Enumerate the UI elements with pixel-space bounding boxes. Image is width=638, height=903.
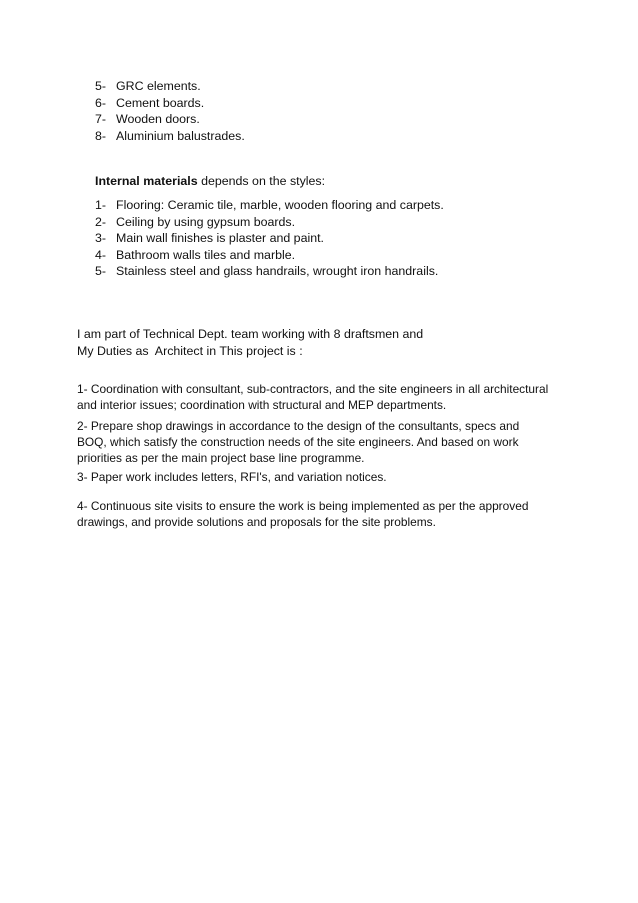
list-item-number: 4- — [95, 247, 107, 262]
intro-line-1: I am part of Technical Dept. team working with 8 draftsmen and — [77, 327, 424, 341]
list-item-text: Ceiling by using gypsum boards. — [116, 214, 296, 229]
list-item-number: 6- — [95, 95, 107, 110]
list-item-text: Aluminium balustrades. — [116, 128, 245, 143]
list-item-number: 7- — [95, 112, 107, 126]
list-item — [95, 214, 444, 231]
list-item-text: Stainless steel and glass handrails, wrought iron handrails. — [116, 264, 439, 278]
list-item-text: Bathroom walls tiles and marble. — [116, 247, 296, 262]
list-item — [95, 128, 245, 145]
list-item — [95, 111, 245, 128]
duties-intro — [77, 326, 547, 359]
heading-bold: Internal materials — [95, 174, 198, 188]
list-item-number: 5- — [95, 79, 107, 93]
list-item-number: 5- — [95, 264, 107, 278]
internal-materials-list — [95, 197, 444, 280]
internal-materials-heading — [95, 173, 325, 189]
duty-paragraph-3: 3- Paper work includes letters, RFI's, and variation notices. — [77, 470, 387, 484]
list-item — [95, 230, 444, 247]
list-item-number: 2- — [95, 214, 107, 229]
list-item — [95, 78, 245, 95]
list-item — [95, 263, 444, 280]
duty-paragraph-1: 1- Coordination with consultant, sub-contractors, and the site engineers in all architectural and interior issues; coordination with structural and MEP departments. — [77, 382, 549, 412]
list-item — [95, 197, 444, 214]
duty-paragraph-4: 4- Continuous site visits to ensure the work is being implemented as per the approved drawings, and provide solutions and proposals for the site problems. — [77, 499, 529, 529]
external-materials-list-continued — [95, 78, 245, 144]
intro-line-2: My Duties as Architect in This project is : — [77, 343, 303, 358]
list-item-text: Flooring: Ceramic tile, marble, wooden flooring and carpets. — [116, 198, 444, 212]
list-item-text: Wooden doors. — [116, 112, 200, 126]
list-item — [95, 247, 444, 264]
list-item-number: 3- — [95, 231, 107, 245]
duty-paragraph-2: 2- Prepare shop drawings in accordance to the design of the consultants, specs and BOQ, which satisfy the construction needs of the site engineers. And based on work priorities as per the main project base line programme. — [77, 419, 520, 465]
list-item-number: 8- — [95, 128, 107, 143]
list-item-text: GRC elements. — [116, 79, 201, 93]
list-item-text: Main wall finishes is plaster and paint. — [116, 231, 324, 245]
list-item-number: 1- — [95, 198, 107, 212]
list-item-text: Cement boards. — [116, 95, 205, 110]
heading-rest: depends on the styles: — [197, 174, 326, 188]
list-item — [95, 95, 245, 112]
